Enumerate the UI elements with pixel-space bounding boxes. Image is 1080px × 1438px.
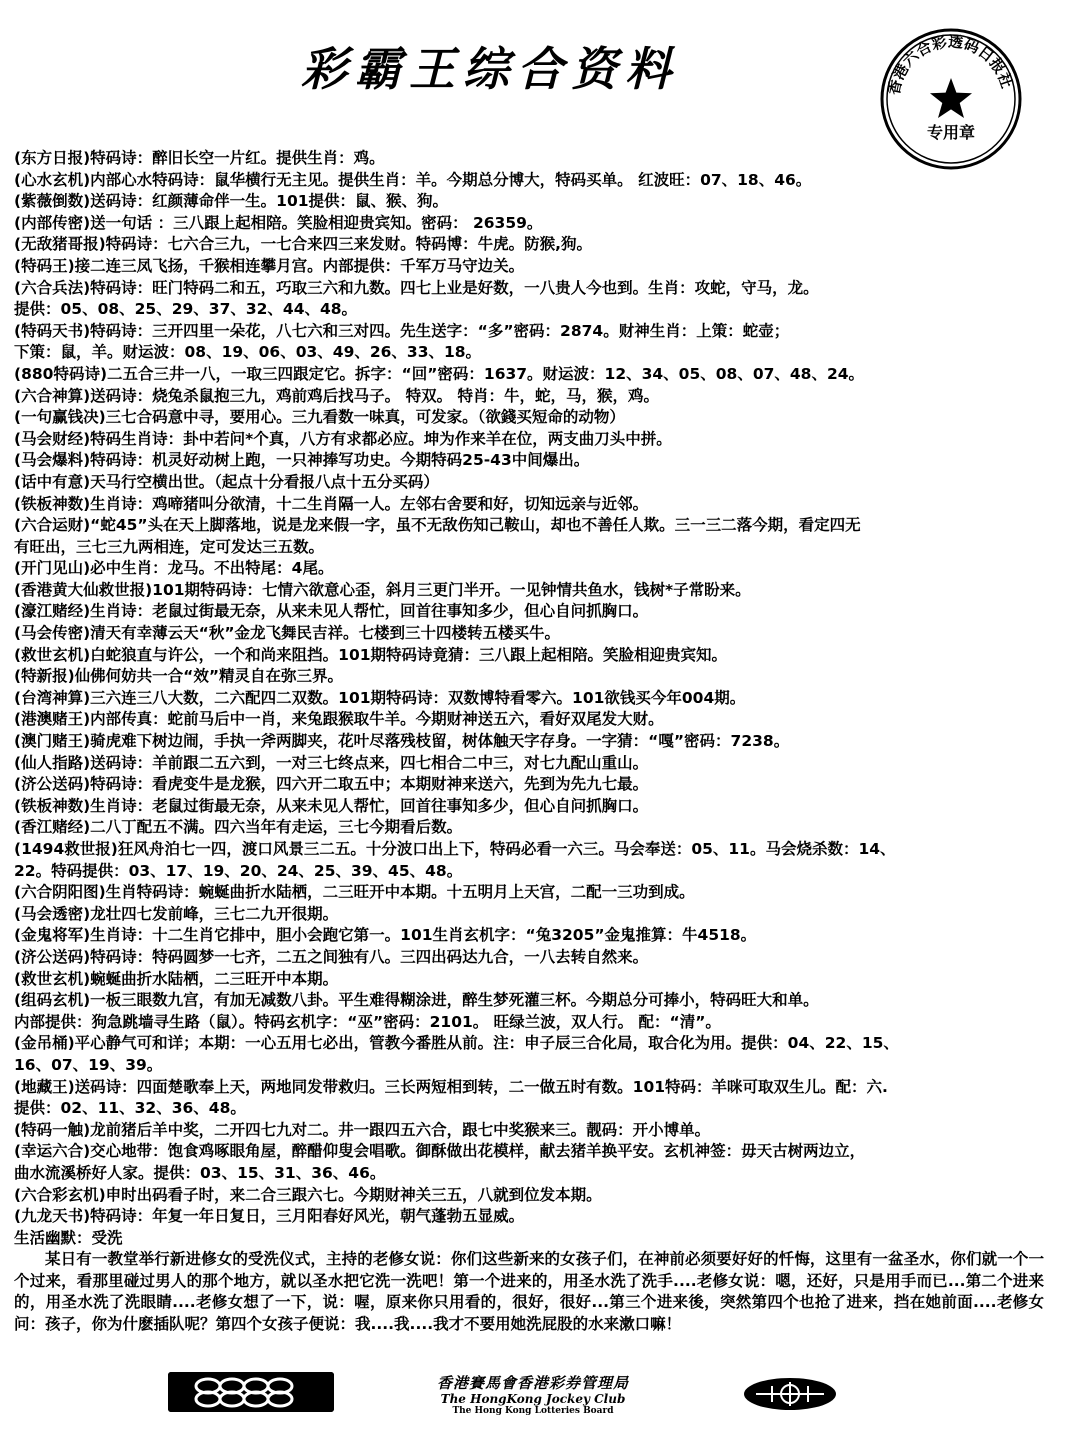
entry-line [14, 1033, 1064, 1055]
footer-org-en: The HongKong Jockey Club [440, 1392, 626, 1406]
entry-source: (铁板神数) [14, 494, 91, 513]
entry-line [14, 645, 1064, 667]
entry-line [14, 364, 1064, 386]
entry-line [14, 1163, 1064, 1185]
entry-source: (马会财经) [14, 429, 91, 448]
entry-line [14, 601, 1064, 623]
entry-source: (仙人指路) [14, 753, 91, 772]
entry-line [14, 407, 1064, 429]
entry-text: 一板三眼数九宫，有加无减数八卦。平生难得糊涂进，醉生梦死灌三杯。今期总分可捧小，特码旺大和单。 [90, 991, 819, 1010]
entry-source: (香江赌经) [14, 818, 91, 837]
entry-list [14, 148, 1064, 1336]
entry-line [14, 990, 1064, 1012]
entry-source: (特码一触) [14, 1120, 91, 1139]
entry-source: (马会传密) [14, 624, 91, 643]
entry-line [14, 731, 1064, 753]
entry-line [14, 515, 1064, 537]
entry-source: (东方日报) [14, 149, 91, 167]
entry-line [14, 234, 1064, 256]
entry-source: (特码王) [14, 256, 75, 275]
entry-text: 提供：02、11、32、36、48。 [14, 1099, 246, 1118]
entry-text: 交心地带：饱食鸡啄眼角屋，醉醋仰叟会唱歌。御酥做出花模样，献去猪羊换平安。玄机神签：毋天古树两边立， [90, 1142, 866, 1161]
entry-text: 特码诗：七六合三九，一七合来四三来发财。特码博：牛虎。防猴,狗。 [105, 235, 593, 254]
entry-text: 必中生肖：龙马。不出特尾：4尾。 [90, 559, 334, 578]
entry-text: 生肖诗：鸡啼猪叫分欲清，十二生肖隔一人。左邻右舍要和好，切知远亲与近邻。 [90, 494, 649, 513]
entry-text: 送码诗：烧兔杀鼠抱三九，鸡前鸡后找马子。 特双。 特肖：牛，蛇，马，猴，鸡。 [90, 386, 659, 405]
entry-line [14, 1206, 1064, 1228]
entry-source: (心水玄机) [14, 170, 91, 189]
entry-line [14, 1120, 1064, 1142]
page-title: 彩霸王综合资料 [301, 42, 679, 96]
entry-line [14, 472, 1064, 494]
entry-source: (内部传密) [14, 213, 91, 232]
entry-line [14, 796, 1064, 818]
entry-line [14, 688, 1064, 710]
entry-line [14, 904, 1064, 926]
entry-source: (话中有意) [14, 472, 91, 491]
entry-source: (紫薇倒数) [14, 192, 91, 211]
entry-source: (澳门赌王) [14, 732, 91, 751]
star-icon [930, 78, 972, 118]
entry-source: (金吊桶) [14, 1034, 75, 1053]
entry-source: (六合兵法) [14, 278, 91, 297]
entry-source: (济公送码) [14, 775, 91, 794]
entry-line [14, 342, 1064, 364]
entry-text: 申时出码看子时，来二合三跟六七。今期财神关三五，八就到位发本期。 [105, 1185, 602, 1204]
seal-label: 专用章 [926, 123, 976, 142]
entry-source: (特新报) [14, 667, 75, 686]
entry-source: (地藏王) [14, 1077, 75, 1096]
entry-text: “蛇45”头在天上脚落地，说是龙来假一字，虽不无敌伤知己鞍山，却也不善任人欺。三一三二落今期，看定四无 [90, 516, 861, 535]
entry-text: 特码诗：机灵好动树上跑，一只神捧写功史。今期特码25-43中间爆出。 [90, 451, 590, 470]
entry-source: (880特码诗) [14, 364, 108, 383]
entry-line [14, 839, 1064, 861]
entry-line [14, 1185, 1064, 1207]
entry-text: 下策：鼠，羊。财运波：08、19、06、03、49、26、33、18。 [14, 343, 482, 362]
entry-source: (六合运财) [14, 516, 91, 535]
entry-text: 生肖特码诗：蜿蜒曲折水陆栖，二三旺开中本期。十五明月上天宫，二配一三功到成。 [105, 883, 695, 902]
jockey-club-logo-icon [168, 1372, 334, 1412]
footer-organization [368, 1372, 698, 1416]
entry-line [14, 709, 1064, 731]
entry-line [14, 969, 1064, 991]
entry-text: 16、07、19、39。 [14, 1055, 163, 1074]
entry-source: (1494救世报) [14, 840, 118, 858]
entry-line [14, 386, 1064, 408]
entry-source: (组码玄机) [14, 991, 91, 1010]
entry-line [14, 623, 1064, 645]
entry-text: 内部心水特码诗：鼠华横行无主见。提供生肖：羊。今期总分博大，特码买单。 红波旺：07、18、46。 [90, 170, 812, 189]
entry-text: 特码诗：特码圆梦一七齐，二五之间独有八。三四出码达九合，一八去转自然来。 [90, 947, 649, 966]
entry-source: (港澳赌王) [14, 710, 91, 729]
entry-text: 骑虎难下树边闹，手执一斧两脚夹，花叶尽落残枝留，树体触天字存身。一字猜：“嘎”密码：7238。 [90, 732, 790, 751]
entry-text: 特码诗：看虎变牛是龙猴，四六开二取五中；本期财神来送六，先到为先九七最。 [90, 775, 649, 794]
entry-source: (幸运六合) [14, 1142, 91, 1161]
entry-line [14, 774, 1064, 796]
entry-text: 提供：05、08、25、29、37、32、44、48。 [14, 300, 358, 319]
entry-source: (救世玄机) [14, 969, 91, 988]
humor-section-title: 生活幽默：受洗 [14, 1228, 123, 1247]
entry-source: (台湾神算) [14, 688, 91, 707]
entry-source: (铁板神数) [14, 796, 91, 815]
entry-text: 内部提供：狗急跳墙寻生路（鼠）。特码玄机字：“巫”密码：2101。 旺绿兰波，双人行。 配：“清”。 [14, 1012, 721, 1031]
entry-line [14, 925, 1064, 947]
entry-text: 狂风舟泊七一四，渡口风景三二五。十分波口出上下，特码必看一六三。马会奉送：05、11。马会烧杀数：14、 [117, 840, 896, 858]
entry-line [14, 558, 1064, 580]
entry-source: (九龙天书) [14, 1207, 91, 1226]
entry-line [14, 580, 1064, 602]
entry-source: (济公送码) [14, 947, 91, 966]
entry-line [14, 882, 1064, 904]
entry-line [14, 753, 1064, 775]
entry-text: 龙前猪后羊中奖，二开四七九对二。井一跟四五六合，跟七中奖猴来三。靓码：开小博单。 [90, 1120, 711, 1139]
entry-text: 有旺出，三七三九两相连，定可发达三五数。 [14, 537, 325, 556]
entry-line [14, 1012, 1064, 1034]
entry-line [14, 321, 1064, 343]
entry-text: 二五合三井一八，一取三四跟定它。拆字：“回”密码：1637。财运波：12、34、05、08、07、48、24。 [107, 364, 865, 383]
entry-text: 送一句话 ：三八跟上起相陪。笑脸相迎贵宾知。密码： 26359。 [90, 213, 543, 232]
entry-text: 特码诗：三开四里一朵花，八七六和三对四。先生送字：“多”密码：2874。财神生肖：上策：蛇壶； [90, 321, 790, 340]
entry-text: 仙佛何妨共一合“效”精灵自在弥三界。 [74, 667, 344, 686]
lotteries-board-logo-icon [742, 1376, 838, 1412]
entry-line [14, 429, 1064, 451]
entry-text: 特码生肖诗：卦中若问*个真，八方有求都必应。坤为作来羊在位，两支曲刀头中拼。 [90, 429, 672, 448]
entry-text: 101期特码诗：七情六欲意心歪，斜月三更门半开。一见钟情共鱼水，钱树*子常盼来。 [152, 580, 751, 599]
entry-text: 蜿蜒曲折水陆栖，二三旺开中本期。 [90, 969, 339, 988]
entry-source: (六合神算) [14, 386, 91, 405]
entry-line [14, 148, 1064, 170]
entry-source: (马会爆料) [14, 451, 91, 470]
entry-text: 接二连三凤飞扬，千猴相连攀月宫。内部提供：千军万马守边关。 [74, 256, 525, 275]
footer-org-en2: The Hong Kong Lotteries Board [452, 1406, 614, 1416]
entry-source: (救世玄机) [14, 645, 91, 664]
entry-line [14, 537, 1064, 559]
entry-text: 内部传真：蛇前马后中一肖，来兔跟猴取牛羊。今期财神送五六，看好双尾发大财。 [90, 710, 664, 729]
entry-source: (开门见山) [14, 559, 91, 578]
entry-source: (一句赢钱决) [14, 408, 106, 427]
entry-text: 生肖诗：十二生肖它排中，胆小会跑它第一。101生肖玄机字：“兔3205”金鬼推算：牛4518。 [90, 926, 757, 945]
entry-text: 送码诗：羊前跟二五六到，一对三七终点来，四七相合二中三，对七九配山重山。 [90, 753, 649, 772]
entry-text: 龙壮四七发前峰，三七二九开很期。 [90, 904, 339, 923]
entry-line [14, 861, 1064, 883]
entry-line [14, 817, 1064, 839]
entry-source: (金鬼将军) [14, 926, 91, 945]
entry-source: (六合阴阳图) [14, 883, 106, 902]
entry-line [14, 191, 1064, 213]
entry-text: 生肖诗：老鼠过街最无奈，从来未见人帮忙，回首往事知多少，但心自问抓胸口。 [90, 602, 649, 621]
footer-org-cn: 香港賽馬會香港彩券管理局 [436, 1374, 629, 1392]
entry-text: 清天有幸薄云天“秋”金龙飞舞民吉祥。七楼到三十四楼转五楼买牛。 [90, 624, 561, 643]
entry-text: 生肖诗：老鼠过街最无奈，从来未见人帮忙，回首往事知多少，但心自问抓胸口。 [90, 796, 649, 815]
entry-line [14, 213, 1064, 235]
entry-line [14, 450, 1064, 472]
entry-source: (香港黄大仙救世报) [14, 580, 153, 599]
entry-text: 白蛇狼直与许公，一个和尚来阻挡。101期特码诗竟猜：三八跟上起相陪。笑脸相迎贵宾知。 [90, 645, 728, 664]
entry-line [14, 666, 1064, 688]
entry-text: 曲水流溪桥好人家。提供：03、15、31、36、46。 [14, 1163, 386, 1182]
entry-line [14, 278, 1064, 300]
entry-line [14, 947, 1064, 969]
entry-line [14, 494, 1064, 516]
entry-source: (濠江赌经) [14, 602, 91, 621]
footer [0, 1368, 1080, 1428]
entry-text: 送码诗：红颜薄命伴一生。101提供：鼠、猴、狗。 [90, 192, 449, 211]
entry-line [14, 1055, 1064, 1077]
entry-source: (特码天书) [14, 321, 91, 340]
entry-text: 送码诗：四面楚歌奉上天，两地同发带救归。三长两短相到转，二一做五时有数。101特码：羊咪可取双生儿。配：六. [74, 1077, 888, 1096]
entry-line [14, 170, 1064, 192]
entry-source: (马会透密) [14, 904, 91, 923]
entry-text: 平心静气可和详；本期：一心五用七必出，管教今番胜从前。注：申子辰三合化局，取合化为用。提供：04、22、15、 [74, 1034, 899, 1053]
entry-text: 三七合码意中寻，要用心。三九看数一味真，可发家。（欲錢买短命的动物） [105, 408, 625, 427]
humor-section-body: 某日有一教堂举行新进修女的受洗仪式，主持的老修女说：你们这些新来的女孩子们，在神前必须要好好的忏悔，这里有一盆圣水，你们就一个一个过来，看那里碰过男人的那个地方，就以圣水把它洗一洗吧！第一个进来的，用圣水洗了洗手....老修女说：嗯，还好，只是用手而已...第二个进来的，用圣水洗了洗眼睛....老修女想了一下，说：喔，原来你只用看的，很好，很好...第三个进来後，突然第四个也抢了进来，挡在她前面....老修女问：孩子，你为什麽插队呢？第四个女孩子便说：我....我....我才不要用她洗屁股的水来漱口嘛！ [14, 1250, 1044, 1334]
entry-source: (无敌猪哥报) [14, 235, 106, 254]
entry-text: 22。特码提供：03、17、19、20、24、25、39、45、48。 [14, 861, 463, 880]
entry-text: 特码诗：醉旧长空一片红。提供生肖：鸡。 [90, 149, 385, 167]
entry-text: 天马行空横出世。（起点十分看报八点十五分买码） [90, 472, 439, 491]
entry-line [14, 299, 1064, 321]
entry-text: 特码诗：年复一年日复日，三月阳春好风光，朝气蓬勃五显威。 [90, 1207, 525, 1226]
entry-text: 二八丁配五不满。四六当年有走运，三七今期看后数。 [90, 818, 463, 837]
entry-text: 特码诗：旺门特码二和五，巧取三六和九数。四七上业是好数，一八贵人今也到。生肖：攻蛇，守马，龙。 [90, 278, 819, 297]
entry-line [14, 1141, 1064, 1163]
entry-source: (六合彩玄机) [14, 1185, 106, 1204]
entry-line [14, 1077, 1064, 1099]
entry-text: 三六连三八大数，二六配四二双数。101期特码诗：双数博特看零六。101欲钱买今年004期。 [90, 688, 746, 707]
entry-line [14, 256, 1064, 278]
entry-line [14, 1098, 1064, 1120]
seal-arc-text: 香港六合彩透码日报社 [884, 32, 1016, 97]
